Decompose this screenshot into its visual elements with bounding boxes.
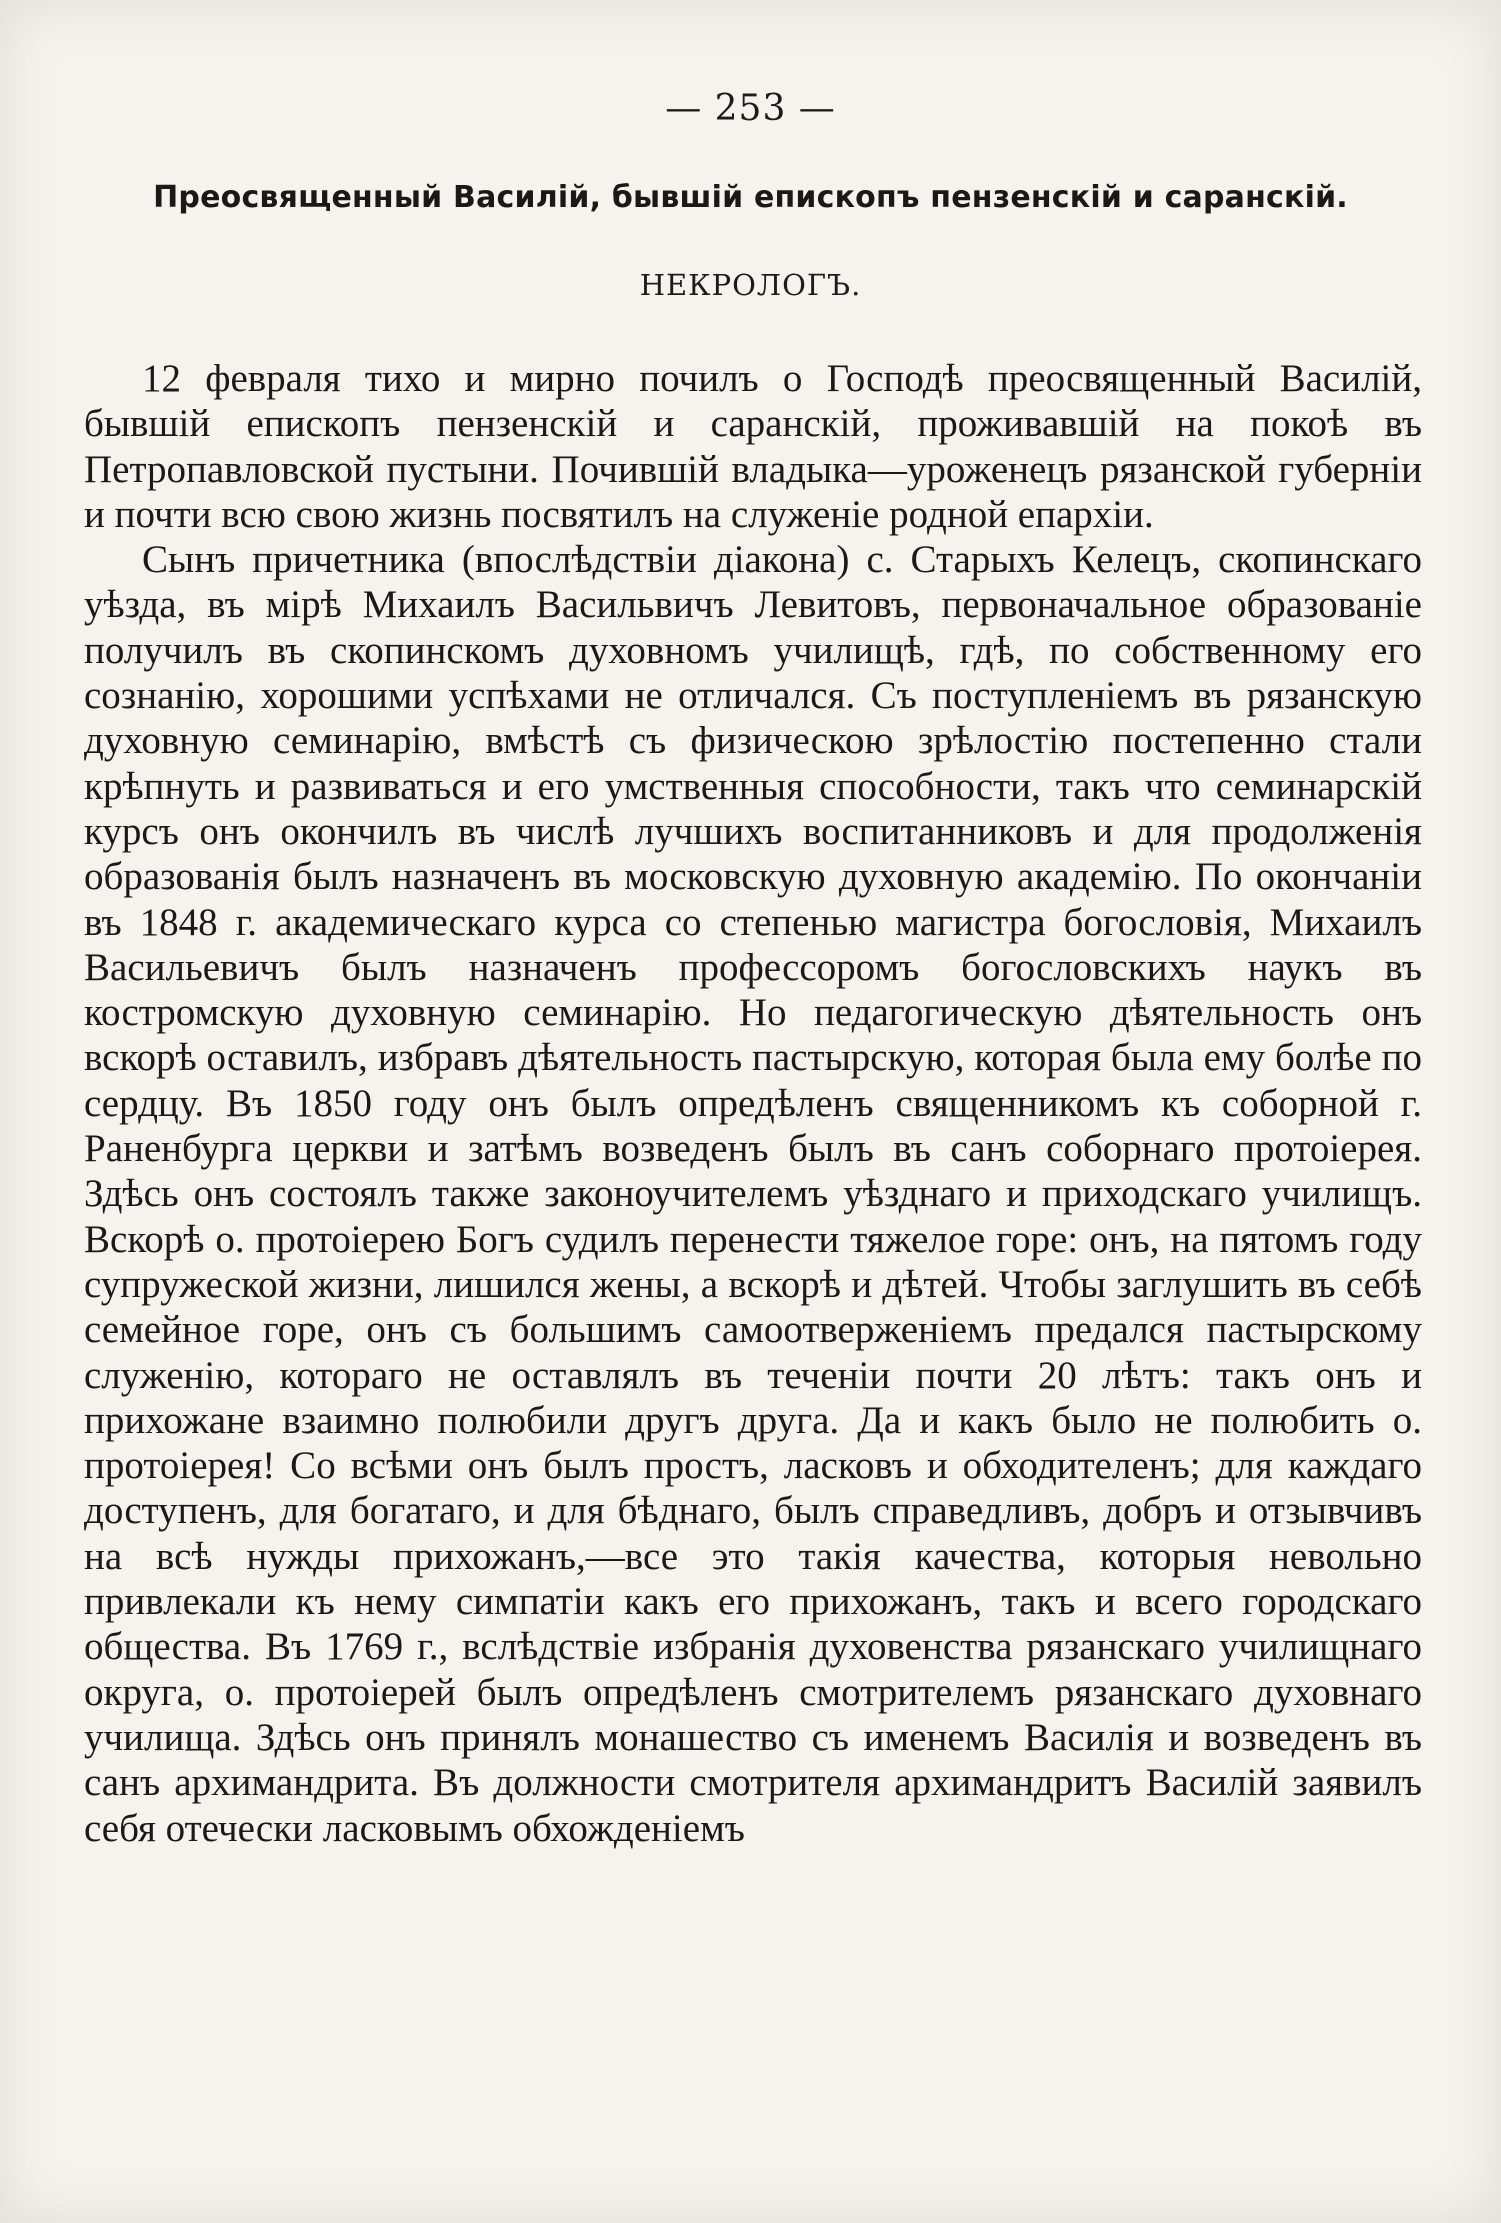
article-body xyxy=(84,356,1422,1851)
article-subtitle: НЕКРОЛОГЪ. xyxy=(639,268,862,302)
paragraph: Сынъ причетника (впослѣдствіи діакона) с. Старыхъ Келецъ, скопинскаго уѣзда, въ мірѣ Михаилъ Васильвичъ Левитовъ, первоначальное образованіе получилъ въ скопинскомъ духовномъ училищѣ, гдѣ, по собственному его сознанію, хорошими успѣхами не отличался. Съ поступленіемъ въ рязанскую духовную семинарію, вмѣстѣ съ физическою зрѣлостію постепенно стали крѣпнуть и развиваться и его умственныя способности, такъ что семинарскій курсъ онъ окончилъ въ числѣ лучшихъ воспитанниковъ и для продолженія образованія былъ назначенъ въ московскую духовную академію. По окончаніи въ 1848 г. академическаго курса со степенью магистра богословія, Михаилъ Васильевичъ былъ назначенъ профессоромъ богословскихъ наукъ въ костромскую духовную семинарію. Но педагогическую дѣятельность онъ вскорѣ оставилъ, избравъ дѣятельность пастырскую, которая была ему болѣе по сердцу. Въ 1850 году онъ былъ опредѣленъ священникомъ къ соборной г. Раненбурга церкви и затѣмъ возведенъ былъ въ санъ соборнаго протоіерея. Здѣсь онъ состоялъ также законоучителемъ уѣзднаго и приходскаго училищъ. Вскорѣ о. протоіерею Богъ судилъ перенести тяжелое горе: онъ, на пятомъ году супружеской жизни, лишился жены, а вскорѣ и дѣтей. Чтобы заглушить въ себѣ семейное горе, онъ съ большимъ самоотверженіемъ предался пастырскому служенію, котораго не оставлялъ въ теченіи почти 20 лѣтъ: такъ онъ и прихожане взаимно полюбили другъ друга. Да и какъ было не полюбить о. протоіерея! Со всѣми онъ былъ простъ, ласковъ и обходителенъ; для каждаго доступенъ, для богатаго, и для бѣднаго, былъ справедливъ, добръ и отзывчивъ на всѣ нужды прихожанъ,—все это такія качества, которыя невольно привлекали къ нему симпатіи какъ его прихожанъ, такъ и всего городскаго общества. Въ 1769 г., вслѣдствіе избранія духовенства рязанскаго училищнаго округа, о. протоіерей былъ опредѣленъ смотрителемъ рязанскаго духовнаго училища. Здѣсь онъ принялъ монашество съ именемъ Василія и возведенъ въ санъ архимандрита. Въ должности смотрителя архимандритъ Василій заявилъ себя отечески ласковымъ обхожденіемъ xyxy=(84,538,1422,1850)
article-title: Преосвященный Василій, бывшій епископъ пензенскій и саранскій. xyxy=(153,180,1348,215)
paragraph: 12 февраля тихо и мирно почилъ о Господѣ преосвященный Василій, бывшій епископъ пензенскій и саранскій, проживавшій на покоѣ въ Петропавловской пустыни. Почившій владыка—уроженецъ рязанской губерніи и почти всю свою жизнь посвятилъ на служеніе родной епархіи. xyxy=(84,357,1422,536)
page-number: — 253 — xyxy=(665,88,836,129)
